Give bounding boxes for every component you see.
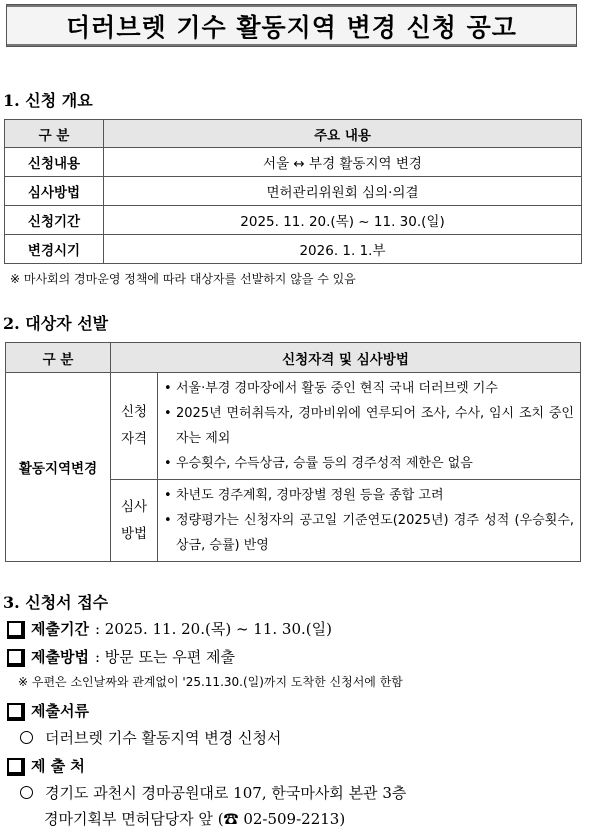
docs-item-text: 더러브렛 기수 활동지역 변경 신청서 bbox=[45, 729, 282, 747]
circle-bullet-icon bbox=[20, 731, 33, 744]
table-row bbox=[5, 148, 582, 177]
dest-line-1-text: 경기도 과천시 경마공원대로 107, 한국마사회 본관 3층 bbox=[45, 784, 407, 802]
submission-method bbox=[7, 646, 235, 667]
table-row bbox=[6, 373, 581, 480]
checkbox-icon bbox=[7, 649, 23, 665]
section1-heading: 1. 신청 개요 bbox=[3, 91, 93, 110]
dest-line-2 bbox=[44, 808, 345, 829]
page-title bbox=[6, 4, 577, 47]
submission-period bbox=[7, 618, 332, 639]
docs-label: 제출서류 bbox=[31, 702, 89, 720]
dest-label: 제 출 처 bbox=[31, 757, 85, 775]
list-item: • 2025년 면허취득자, 경마비위에 연루되어 조사, 수사, 임시 조치 중인 자는 제외 bbox=[164, 401, 574, 451]
qualification-label-line: 신청 bbox=[120, 404, 148, 420]
period-value: : 2025. 11. 20.(목) ~ 11. 30.(일) bbox=[94, 620, 332, 638]
list-item: • 서울·부경 경마장에서 활동 중인 현직 국내 더러브렛 기수 bbox=[164, 376, 574, 401]
docs-item bbox=[20, 727, 281, 748]
row-label: 변경시기 bbox=[5, 235, 104, 264]
qualification-label-line: 자격 bbox=[120, 431, 148, 447]
period-label: 제출기간 bbox=[31, 620, 89, 638]
table-header-row bbox=[6, 343, 581, 373]
table-header-cell: 구 분 bbox=[6, 343, 111, 373]
submission-destination bbox=[7, 755, 85, 776]
overview-table bbox=[4, 119, 582, 264]
row-label: 심사방법 bbox=[5, 177, 104, 206]
review-label-line: 방법 bbox=[120, 525, 148, 542]
submission-docs bbox=[7, 700, 89, 721]
list-item: • 정량평가는 신청자의 공고일 기준연도(2025년) 경주 성적 (우승횟수, 상금, 승률) 반영 bbox=[164, 508, 574, 558]
section3-heading: 3. 신청서 접수 bbox=[3, 593, 109, 612]
row-label: 신청기간 bbox=[5, 206, 104, 235]
row-value: 2025. 11. 20.(목) ~ 11. 30.(일) bbox=[104, 206, 582, 235]
review-label bbox=[111, 480, 158, 562]
list-item: • 차년도 경주계획, 경마장별 정원 등을 종합 고려 bbox=[164, 483, 574, 508]
table-header-cell: 신청자격 및 심사방법 bbox=[111, 343, 581, 373]
row-value: 면허관리위원회 심의·의결 bbox=[104, 177, 582, 206]
qualification-list bbox=[158, 373, 581, 480]
row-value: 서울 ↔ 부경 활동지역 변경 bbox=[104, 148, 582, 177]
qualification-label bbox=[111, 373, 158, 480]
dest-line-1 bbox=[20, 782, 406, 803]
table-header-cell: 주요 내용 bbox=[104, 120, 582, 148]
list-item: • 우승횟수, 수득상금, 승률 등의 경주성적 제한은 없음 bbox=[164, 451, 574, 476]
table-row bbox=[5, 235, 582, 264]
checkbox-icon bbox=[7, 621, 23, 637]
section2-heading: 2. 대상자 선발 bbox=[3, 314, 109, 333]
page-title-text: 더러브렛 기수 활동지역 변경 신청 공고 bbox=[66, 12, 517, 42]
circle-bullet-icon bbox=[20, 786, 33, 799]
checkbox-icon bbox=[7, 703, 23, 719]
table-header-cell: 구 분 bbox=[5, 120, 104, 148]
table-row bbox=[5, 177, 582, 206]
table-header-row bbox=[5, 120, 582, 148]
review-label-line: 심사 bbox=[120, 498, 148, 515]
mail-note: ※ 우편은 소인날짜와 관계없이 '25.11.30.(일)까지 도착한 신청서에 한함 bbox=[18, 675, 403, 689]
row-label: 신청내용 bbox=[5, 148, 104, 177]
dest-line-2-text: 경마기획부 면허담당자 앞 (☎ 02-509-2213) bbox=[44, 810, 346, 828]
policy-note: ※ 마사회의 경마운영 정책에 따라 대상자를 선발하지 않을 수 있음 bbox=[10, 272, 356, 286]
review-list bbox=[158, 480, 581, 562]
group-label: 활동지역변경 bbox=[6, 373, 111, 562]
row-value: 2026. 1. 1.부 bbox=[104, 235, 582, 264]
method-value: : 방문 또는 우편 제출 bbox=[94, 648, 236, 666]
table-row bbox=[5, 206, 582, 235]
method-label: 제출방법 bbox=[31, 648, 89, 666]
checkbox-icon bbox=[7, 758, 23, 774]
selection-table bbox=[5, 342, 581, 562]
